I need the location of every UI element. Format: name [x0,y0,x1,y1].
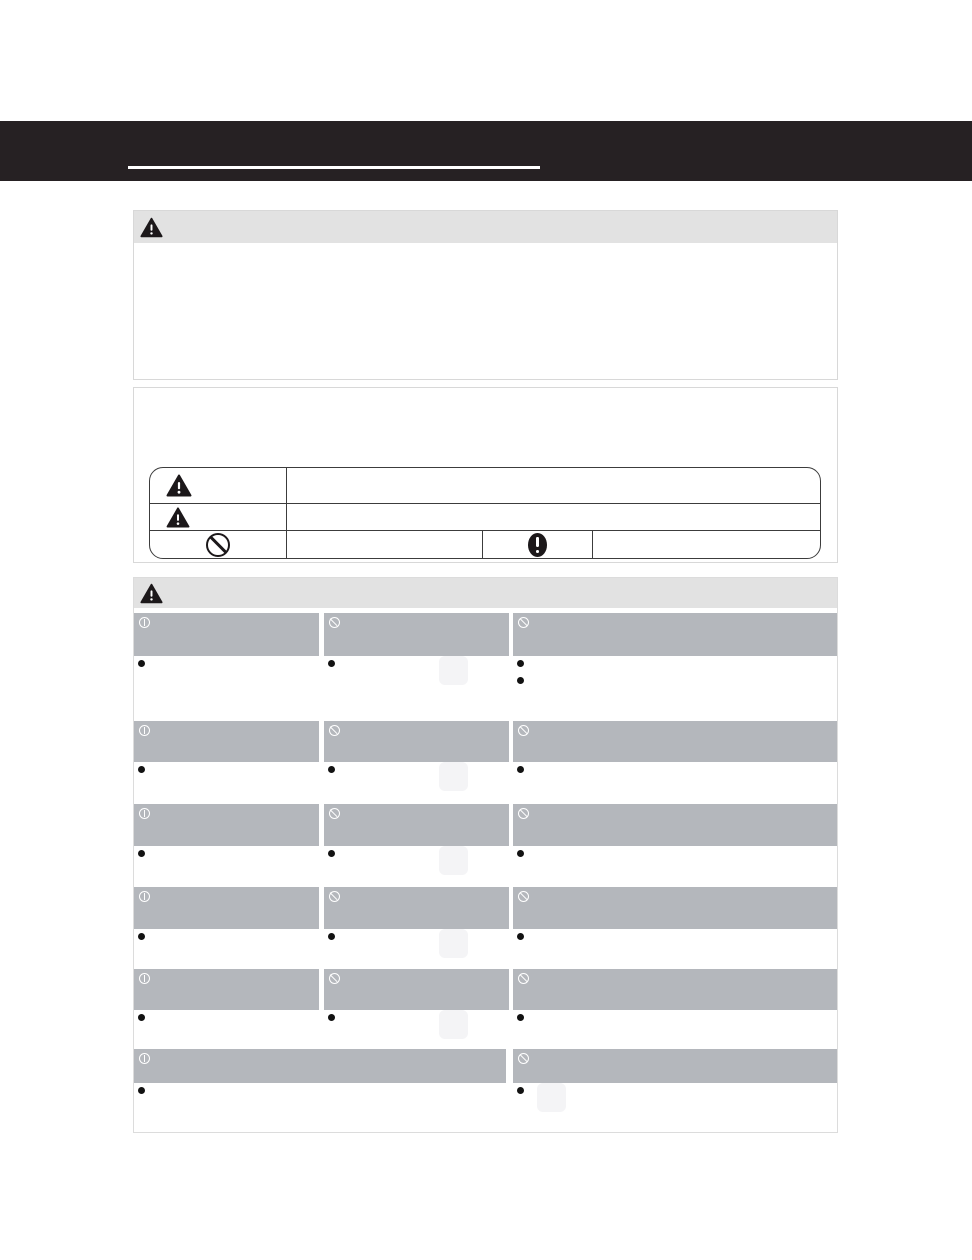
legend-description-cell [593,531,820,558]
caution-cell-header [134,1049,506,1083]
warning-box [133,210,838,380]
legend-box [133,387,838,563]
faded-inline-icon [439,846,468,875]
legend-description-cell [287,468,820,503]
caution-grid-header-row [134,804,837,846]
caution-cell-content [134,656,319,721]
prohibition-icon [518,973,529,984]
legend-symbol-cell [483,531,593,558]
caution-grid-content-row [134,846,837,887]
bullet-point [138,660,145,667]
caution-grid [134,613,837,1132]
caution-cell-content [134,762,319,804]
caution-grid-header-row [134,613,837,656]
caution-cell-header [513,613,837,656]
instruction-icon [139,891,150,902]
title-underline [128,166,540,169]
caution-cell-header [324,969,509,1010]
caution-cell-content [324,762,509,804]
legend-description-cell [287,504,820,530]
caution-cell-content [324,1010,509,1049]
caution-cell-header [513,887,837,929]
faded-inline-icon [439,929,468,958]
warning-triangle-icon [140,583,163,604]
caution-cell-header [134,721,319,762]
caution-box [133,577,838,1133]
bullet-point [138,1014,145,1021]
caution-cell-content [324,656,509,721]
caution-cell-header [513,1049,837,1083]
legend-symbol-cell [150,531,287,558]
caution-grid-content-row [134,1083,837,1132]
bullet-point [517,933,524,940]
faded-inline-icon [439,656,468,685]
prohibition-icon [518,891,529,902]
legend-row [150,468,820,504]
bullet-point [138,933,145,940]
caution-cell-content [134,846,319,887]
bullet-point [328,660,335,667]
warning-body [134,243,837,381]
caution-cell-header [324,804,509,846]
prohibition-icon [518,617,529,628]
caution-cell-content [324,846,509,887]
prohibition-icon [329,973,340,984]
bullet-point [138,850,145,857]
caution-cell-header [513,969,837,1010]
bullet-point [517,677,524,684]
caution-grid-header-row [134,969,837,1010]
prohibition-icon [518,1053,529,1064]
warning-band [134,211,837,243]
caution-cell-content [513,929,837,969]
caution-grid-content-row [134,1010,837,1049]
caution-cell-content [513,846,837,887]
prohibition-icon [518,725,529,736]
header-bar [0,121,972,181]
mandatory-exclamation-icon [528,533,547,557]
warning-triangle-icon [140,217,163,238]
bullet-point [328,850,335,857]
caution-band [134,578,837,608]
bullet-point [517,850,524,857]
warning-triangle-icon [166,507,190,528]
instruction-icon [139,617,150,628]
prohibition-icon [329,808,340,819]
instruction-icon [139,973,150,984]
bullet-point [517,766,524,773]
bullet-point [328,766,335,773]
caution-cell-header [324,613,509,656]
caution-cell-header [134,804,319,846]
caution-grid-header-row [134,887,837,929]
caution-cell-content [134,1010,319,1049]
caution-cell-content [324,929,509,969]
caution-cell-content [513,1083,837,1132]
caution-grid-content-row [134,762,837,804]
caution-grid-header-row [134,1049,837,1083]
bullet-point [517,1014,524,1021]
caution-cell-header [134,887,319,929]
caution-cell-header [134,613,319,656]
legend-row [150,504,820,531]
caution-cell-header [324,887,509,929]
faded-inline-icon [439,1010,468,1039]
instruction-icon [139,808,150,819]
bullet-point [517,1087,524,1094]
caution-grid-content-row [134,929,837,969]
caution-grid-header-row [134,721,837,762]
bullet-point [517,660,524,667]
warning-triangle-icon [166,474,192,497]
caution-grid-content-row [134,656,837,721]
caution-cell-header [134,969,319,1010]
faded-inline-icon [439,762,468,791]
legend-symbol-cell [150,468,287,503]
bullet-point [138,766,145,773]
prohibition-icon [206,533,230,557]
caution-cell-content [134,1083,506,1132]
instruction-icon [139,1053,150,1064]
legend-description-cell [287,531,483,558]
caution-cell-header [513,721,837,762]
instruction-icon [139,725,150,736]
prohibition-icon [329,617,340,628]
caution-cell-content [513,762,837,804]
caution-cell-header [513,804,837,846]
bullet-point [328,1014,335,1021]
prohibition-icon [329,891,340,902]
symbol-legend-table [149,467,821,559]
legend-symbol-cell [150,504,287,530]
prohibition-icon [518,808,529,819]
caution-cell-content [513,656,837,721]
bullet-point [328,933,335,940]
faded-inline-icon [537,1083,566,1112]
caution-cell-content [513,1010,837,1049]
bullet-point [138,1087,145,1094]
prohibition-icon [329,725,340,736]
caution-cell-header [324,721,509,762]
legend-row [150,531,820,558]
caution-cell-content [134,929,319,969]
